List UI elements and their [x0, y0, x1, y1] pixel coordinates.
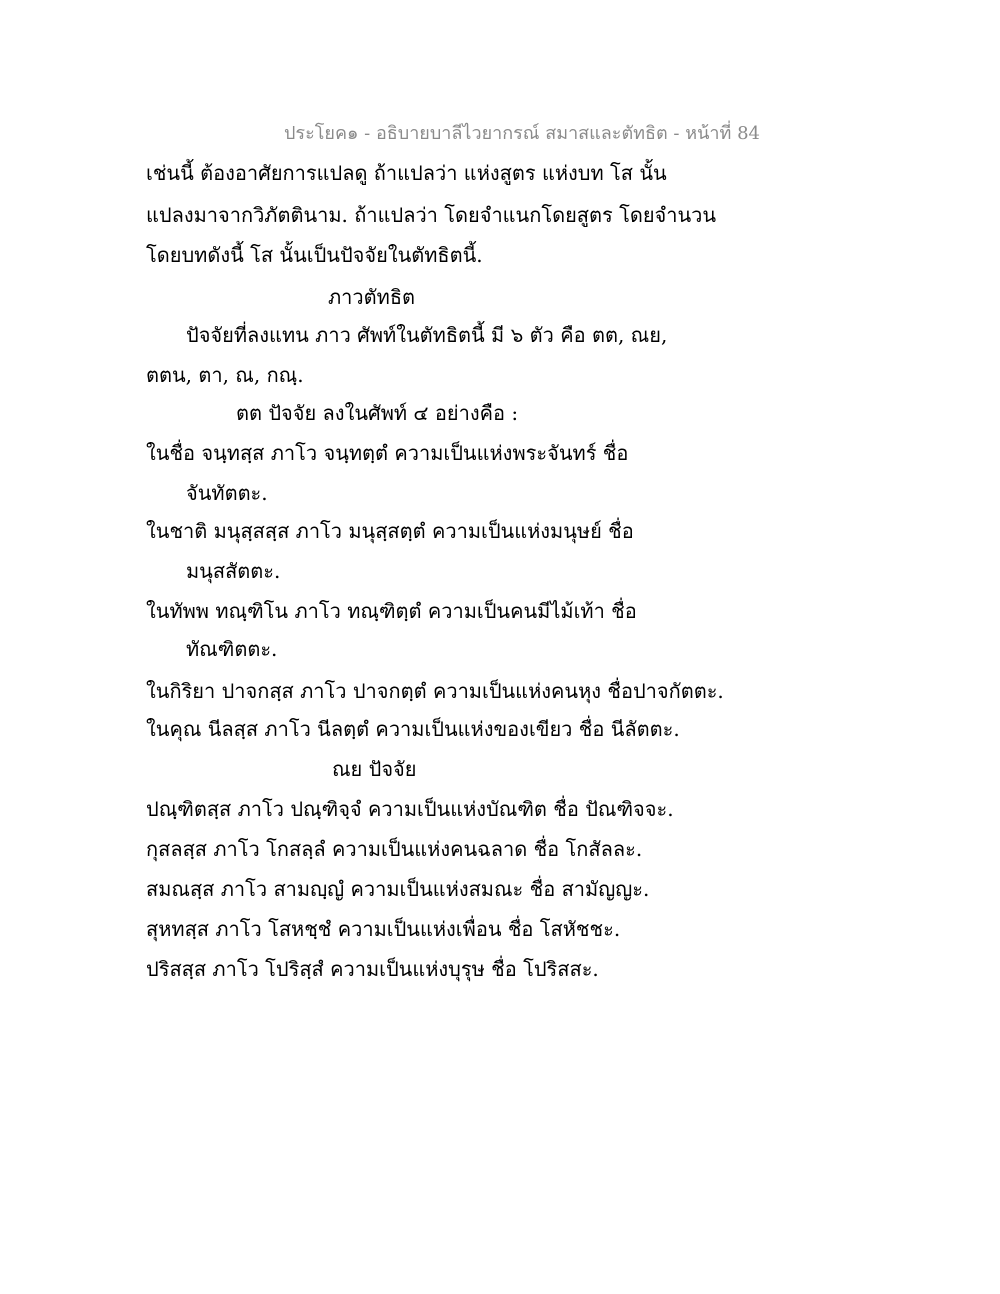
- page-header: ประโยค๑ - อธิบายบาลีไวยากรณ์ สมาสและตัทธิต - หน้าที่ 84: [284, 123, 760, 144]
- continuation-line: จันทัตตะ.: [186, 481, 268, 505]
- body-line: ปัจจัยที่ลงแทน ภาว ศัพท์ในตัทธิตนี้ มี ๖ ตัว คือ ตต, ณย,: [186, 323, 668, 347]
- body-line: แปลงมาจากวิภัตตินาม. ถ้าแปลว่า โดยจำแนกโดยสูตร โดยจำนวน: [146, 203, 717, 227]
- section-heading: ภาวตัทธิต: [328, 285, 416, 309]
- body-line: ในทัพพ ทณฺฑิโน ภาโว ทณฺฑิตฺตํ ความเป็นคนมีไม้เท้า ชื่อ: [146, 599, 637, 623]
- continuation-line: ทัณฑิตตะ.: [186, 637, 278, 661]
- subheading-line: ตต ปัจจัย ลงในศัพท์ ๔ อย่างคือ :: [236, 401, 519, 425]
- body-line: เช่นนี้ ต้องอาศัยการแปลดู ถ้าแปลว่า แห่งสูตร แห่งบท โส นั้น: [146, 161, 667, 185]
- body-line: ตตน, ตา, ณ, กณฺ.: [146, 363, 304, 387]
- continuation-line: มนุสสัตตะ.: [186, 559, 281, 583]
- body-line: สมณสฺส ภาโว สามญฺญํ ความเป็นแห่งสมณะ ชื่อ สามัญญะ.: [146, 877, 650, 901]
- section-heading: ณย ปัจจัย: [332, 757, 417, 781]
- body-line: ในชื่อ จนฺทสฺส ภาโว จนฺทตฺตํ ความเป็นแห่งพระจันทร์ ชื่อ: [146, 441, 629, 465]
- body-line: ปริสสฺส ภาโว โปริสฺสํ ความเป็นแห่งบุรุษ ชื่อ โปริสสะ.: [146, 957, 599, 981]
- body-line: โดยบทดังนี้ โส นั้นเป็นปัจจัยในตัทธิตนี้.: [146, 243, 483, 267]
- body-line: ในชาติ มนุสฺสสฺส ภาโว มนุสฺสตฺตํ ความเป็นแห่งมนุษย์ ชื่อ: [146, 519, 634, 543]
- body-line: ในกิริยา ปาจกสฺส ภาโว ปาจกตฺตํ ความเป็นแห่งคนหุง ชื่อปาจกัตตะ.: [146, 679, 724, 703]
- body-line: สุหทสฺส ภาโว โสหชฺชํ ความเป็นแห่งเพื่อน ชื่อ โสหัชชะ.: [146, 917, 621, 941]
- body-line: กุสลสฺส ภาโว โกสลฺลํ ความเป็นแห่งคนฉลาด ชื่อ โกสัลละ.: [146, 837, 643, 861]
- body-line: ในคุณ นีลสฺส ภาโว นีลตฺตํ ความเป็นแห่งของเขียว ชื่อ นีลัตตะ.: [146, 717, 680, 741]
- body-line: ปณฺฑิตสฺส ภาโว ปณฺฑิจฺจํ ความเป็นแห่งบัณฑิต ชื่อ ปัณฑิจจะ.: [146, 797, 674, 821]
